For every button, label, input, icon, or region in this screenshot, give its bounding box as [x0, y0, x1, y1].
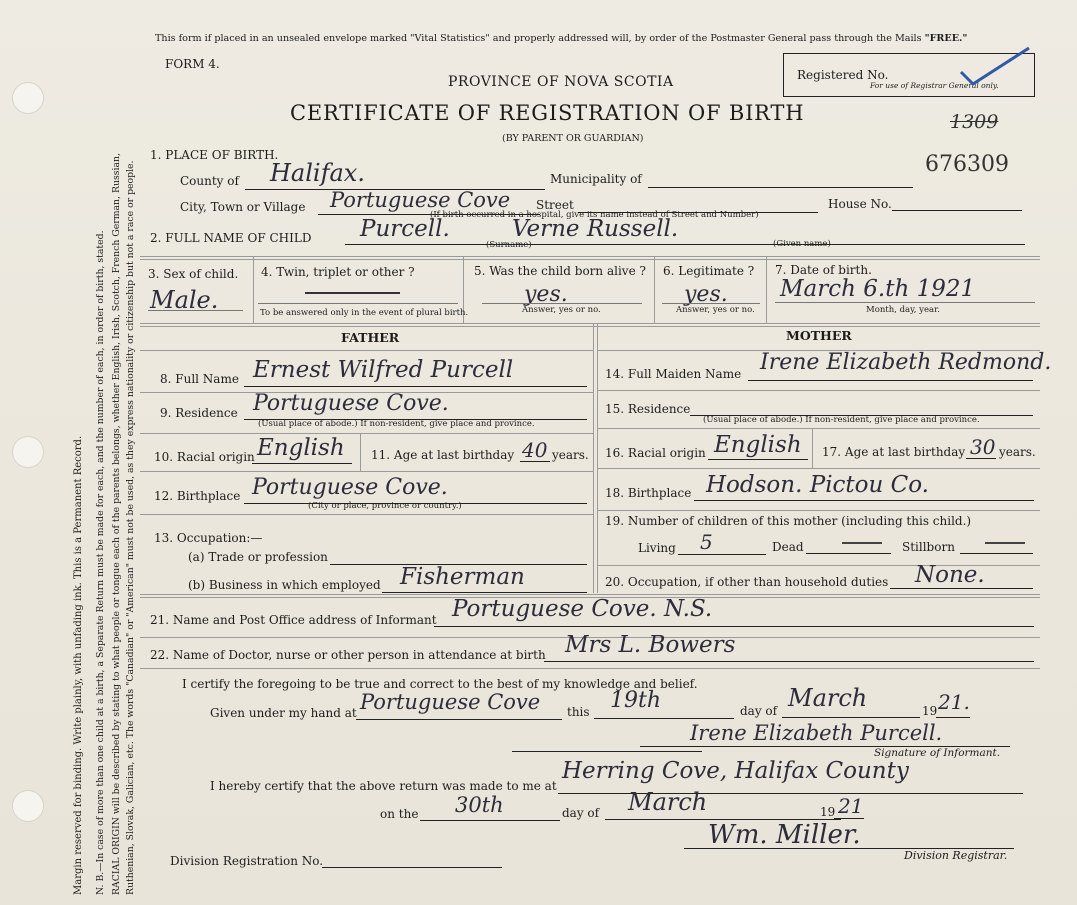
mother-occupation: None. [915, 562, 985, 588]
division-registration-no-label: Division Registration No. [170, 854, 324, 868]
side-note-2: N. B.—In case of more than one child at a birth, a Separate Return must be made for each, and the number of each, in order of birth, stated. [95, 230, 106, 895]
reg-day-of-label: day of [562, 806, 600, 820]
division-registrar-label: Division Registrar. [904, 849, 1008, 862]
sex-value: Male. [150, 286, 219, 314]
informant-signature: Irene Elizabeth Purcell. [690, 721, 943, 745]
form-number: FORM 4. [165, 57, 220, 71]
stillborn-dash [985, 542, 1025, 544]
registrar-month: March [628, 788, 708, 816]
municipality-label: Municipality of [550, 172, 642, 186]
mother-birthplace-label: 18. Birthplace [605, 486, 692, 500]
page-subtitle: (BY PARENT OR GUARDIAN) [502, 133, 644, 144]
legitimate-note: Answer, yes or no. [676, 305, 755, 315]
occupation-label: 13. Occupation:— [154, 531, 263, 545]
side-note-3: RACIAL ORIGIN will be described by stating to what people or tongue each of the parents belongs, whether English, Irish, Scotch, French German, Russian, [111, 153, 122, 895]
separator-rule [512, 751, 702, 752]
this-label: this [567, 705, 590, 719]
registrar-day: 30th [455, 793, 504, 817]
binding-hole-middle [12, 436, 44, 468]
registrar-year: 21 [838, 794, 864, 818]
dob-value: March 6.th 1921 [780, 276, 976, 302]
child-name-label: 2. FULL NAME OF CHILD [150, 231, 312, 245]
father-heading: FATHER [341, 330, 400, 345]
binding-hole-top [12, 82, 44, 114]
registrar-statement: I hereby certify that the above return was made to me at [210, 779, 557, 793]
county-label: County of [180, 174, 239, 188]
day-of-label: day of [740, 704, 778, 718]
father-birthplace-label: 12. Birthplace [154, 489, 241, 503]
free-notice: This form if placed in an unsealed envelope marked "Vital Statistics" and properly addressed will, by order of the Postmaster General pass through the Mails "FREE." [155, 33, 968, 44]
dob-note: Month, day, year. [866, 305, 940, 315]
stillborn-label: Stillborn [902, 540, 955, 554]
free-word: "FREE." [924, 33, 968, 44]
certify-statement: I certify the foregoing to be true and correct to the best of my knowledge and belief. [182, 677, 698, 691]
city-label: City, Town or Village [180, 200, 306, 214]
certify-year: 21. [938, 690, 970, 714]
certify-year-prefix: 19 [922, 704, 938, 718]
side-note-1: Margin reserved for binding. Write plainly, with unfading ink. This is a Permanent Record. [73, 435, 84, 895]
mother-years-label: years. [999, 445, 1036, 459]
living-label: Living [638, 541, 676, 555]
street-label: Street [536, 198, 574, 212]
mother-name-label: 14. Full Maiden Name [605, 367, 742, 381]
father-age: 40 [522, 438, 548, 462]
signature-of-informant-label: Signature of Informant. [874, 747, 1001, 759]
house-label: House No. [828, 197, 892, 211]
mother-heading: MOTHER [786, 328, 852, 343]
certify-month: March [788, 684, 868, 712]
twin-dash [305, 292, 400, 294]
place-of-birth-label: 1. PLACE OF BIRTH. [150, 148, 279, 162]
father-years-label: years. [552, 448, 589, 462]
alive-label: 5. Was the child born alive ? [474, 264, 646, 278]
father-birthplace-note: (City or place, province or country.) [308, 501, 462, 511]
mother-residence-label: 15. Residence [605, 402, 691, 416]
reg-year-prefix: 19 [820, 805, 836, 819]
child-surname: Purcell. [360, 216, 450, 242]
sex-label: 3. Sex of child. [148, 267, 239, 281]
trade-label: (a) Trade or profession [188, 550, 328, 564]
mother-name: Irene Elizabeth Redmond. [760, 350, 1052, 375]
father-residence-label: 9. Residence [160, 406, 238, 420]
certify-day: 19th [610, 688, 662, 713]
children-count-label: 19. Number of children of this mother (including this child.) [605, 514, 972, 528]
doctor-label: 22. Name of Doctor, nurse or other person in attendance at birth [150, 648, 546, 662]
stamp-number: 676309 [925, 152, 1009, 177]
blue-check-mark [955, 44, 1035, 89]
dob-label: 7. Date of birth. [775, 263, 872, 277]
legitimate-label: 6. Legitimate ? [663, 264, 755, 278]
informant-value: Portuguese Cove. N.S. [452, 596, 713, 622]
twin-note: To be answered only in the event of plural birth. [260, 308, 469, 318]
given-place: Portuguese Cove [360, 690, 541, 714]
county-value: Halifax. [270, 159, 365, 187]
registrar-note: For use of Registrar General only. [870, 81, 999, 90]
mother-age-label: 17. Age at last birthday [822, 445, 966, 459]
father-business: Fisherman [400, 564, 525, 590]
mother-racial-label: 16. Racial origin [605, 446, 706, 460]
surname-note: (Surname) [486, 240, 532, 250]
given-under-label: Given under my hand at [210, 706, 357, 720]
registrar-place: Herring Cove, Halifax County [562, 758, 909, 784]
registered-label: Registered No. [797, 68, 889, 82]
mother-age: 30 [970, 435, 996, 459]
dead-label: Dead [772, 540, 804, 554]
hospital-note: (If birth occurred in a hospital, give its name instead of Street and Number) [430, 210, 759, 220]
binding-hole-bottom [12, 790, 44, 822]
registrar-signature: Wm. Miller. [708, 820, 861, 850]
child-given-name: Verne Russell. [512, 216, 679, 242]
father-racial-origin: English [257, 435, 345, 461]
mother-birthplace: Hodson. Pictou Co. [706, 472, 929, 498]
informant-label: 21. Name and Post Office address of Informant [150, 613, 437, 627]
living-count: 5 [700, 530, 713, 554]
mother-occupation-label: 20. Occupation, if other than household duties [605, 575, 889, 589]
father-residence-note: (Usual place of abode.) If non-resident, give place and province. [258, 419, 535, 429]
dead-dash [842, 542, 882, 544]
alive-value: yes. [524, 282, 568, 307]
father-birthplace: Portuguese Cove. [252, 475, 448, 500]
father-residence: Portuguese Cove. [253, 391, 449, 416]
mother-racial-origin: English [714, 432, 802, 458]
business-label: (b) Business in which employed [188, 578, 381, 592]
father-racial-label: 10. Racial origin [154, 450, 255, 464]
old-number: 1309 [950, 111, 999, 133]
twin-label: 4. Twin, triplet or other ? [261, 265, 415, 279]
alive-note: Answer, yes or no. [522, 305, 601, 315]
mother-residence-note: (Usual place of abode.) If non-resident, give place and province. [703, 415, 980, 425]
on-the-label: on the [380, 807, 419, 821]
father-name-label: 8. Full Name [160, 372, 239, 386]
doctor-value: Mrs L. Bowers [565, 632, 736, 658]
province-heading: PROVINCE OF NOVA SCOTIA [448, 74, 674, 90]
given-name-note: (Given name) [773, 239, 831, 249]
father-name: Ernest Wilfred Purcell [253, 357, 514, 383]
side-note-4: Ruthenian, Slovak, Galician, etc. The words "Canadian" or "American" must not be used, as they express nationality or citizenship but not a race or people. [125, 160, 136, 895]
page-title: CERTIFICATE OF REGISTRATION OF BIRTH [290, 101, 805, 125]
city-value: Portuguese Cove [330, 188, 511, 212]
legitimate-value: yes. [684, 282, 728, 307]
father-age-label: 11. Age at last birthday [371, 448, 515, 462]
